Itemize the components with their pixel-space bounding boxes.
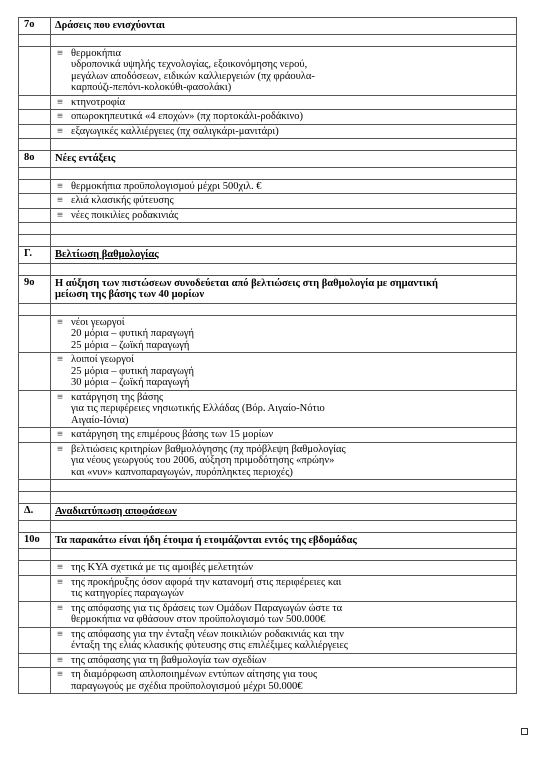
bullet-icon: ≡ [57, 47, 63, 59]
row-number [19, 628, 51, 653]
bullet-icon: ≡ [57, 391, 63, 403]
row-number: 8ο [19, 151, 51, 167]
row-content [51, 549, 516, 560]
row-number [19, 391, 51, 428]
table-row [19, 139, 516, 151]
table-row [19, 628, 516, 654]
section-heading: Βελτίωση βαθμολογίας [55, 249, 159, 260]
row-content [51, 316, 516, 353]
table-row [19, 561, 516, 576]
bullet-text: βελτιώσεις κριτηρίων βαθμολόγησης (πχ πρόβλεψη βαθμολογίας [71, 443, 346, 455]
section-heading: Νέες εντάξεις [55, 153, 116, 164]
table-row [19, 391, 516, 429]
bullet-text: θερμοκήπια προϋπολογισμού μέχρι 500χιλ. € [71, 180, 262, 192]
row-number: Δ. [19, 504, 51, 520]
bullet-text: τη διαμόρφωση απλοποιημένων εντύπων αίτησης για τους [71, 669, 318, 680]
section-heading-line: μείωση της βάσης των 40 μορίων [55, 289, 205, 300]
row-number: Γ. [19, 247, 51, 263]
row-content [51, 533, 516, 549]
bullet-text: της απόφασης για τη βαθμολογία των σχεδίων [71, 654, 267, 666]
table-row [19, 443, 516, 481]
bullet-text: Αιγαίο-Ιόνια) [71, 414, 129, 426]
table-row [19, 125, 516, 140]
row-content [51, 18, 516, 34]
bullet-icon: ≡ [57, 654, 63, 666]
bullet-icon: ≡ [57, 180, 63, 192]
bullet-text: 20 μόρια – φυτική παραγωγή [71, 328, 195, 339]
row-number [19, 139, 51, 150]
section-heading: Δράσεις που ενισχύονται [55, 20, 165, 31]
table-row [19, 151, 516, 168]
table-row [19, 47, 516, 96]
row-content [51, 47, 516, 95]
section-heading: Αναδιατύπωση αποφάσεων [55, 506, 177, 517]
row-content [51, 654, 516, 668]
bullet-text: 30 μόρια – ζωϊκή παραγωγή [71, 377, 190, 388]
row-number [19, 47, 51, 95]
bullet-text: για νέους γεωργούς του 2006, αύξηση πριμοδότησης «πρώην» [71, 455, 335, 466]
bullet-icon: ≡ [57, 111, 63, 122]
table-row [19, 549, 516, 561]
bullet-icon: ≡ [57, 209, 63, 221]
table-row [19, 276, 516, 304]
row-content [51, 443, 516, 480]
table-row [19, 668, 516, 694]
row-number [19, 110, 51, 124]
bullet-text: εξαγωγικές καλλιέργειες (πχ σαλιγκάρι-μανιτάρι) [71, 125, 279, 137]
table-row [19, 492, 516, 504]
bullet-text: 25 μόρια – φυτική παραγωγή [71, 365, 195, 377]
document-table [18, 17, 517, 694]
row-content [51, 235, 516, 246]
resize-handle [521, 728, 528, 735]
row-content [51, 602, 516, 627]
row-number: 10ο [19, 533, 51, 549]
row-number [19, 235, 51, 246]
bullet-icon: ≡ [57, 602, 63, 614]
bullet-icon: ≡ [57, 669, 63, 680]
table-row [19, 304, 516, 316]
row-content [51, 576, 516, 601]
row-number [19, 654, 51, 668]
bullet-text: για τις περιφέρειες νησιωτικής Ελλάδας (Βόρ. Αιγαίο-Νότιο [71, 403, 325, 414]
bullet-text: τις κατηγορίες παραγωγών [71, 588, 184, 599]
table-row [19, 223, 516, 235]
bullet-text: νέες ποικιλίες ροδακινιάς [71, 209, 179, 221]
table-row [19, 480, 516, 492]
row-number [19, 304, 51, 315]
bullet-text: λοιποί γεωργοί [71, 354, 134, 365]
row-content [51, 151, 516, 167]
table-row [19, 654, 516, 669]
table-row [19, 316, 516, 354]
row-number [19, 180, 51, 194]
bullet-text: οπωροκηπευτικά «4 εποχών» (πχ πορτοκάλι-ροδάκινο) [71, 111, 303, 122]
bullet-text: ένταξη της ελιάς κλασικής φύτευσης στις επιλέξιμες καλλιέργειες [71, 640, 348, 651]
table-row [19, 168, 516, 180]
row-content [51, 492, 516, 503]
table-row [19, 353, 516, 391]
bullet-text: της ΚΥΑ σχετικά με τις αμοιβές μελετητών [71, 562, 254, 573]
bullet-text: υδροπονικά υψηλής τεχνολογίας, εξοικονόμησης νερού, [71, 59, 308, 70]
table-row [19, 533, 516, 550]
row-content [51, 561, 516, 575]
bullet-text: κτηνοτροφία [71, 96, 126, 108]
bullet-icon: ≡ [57, 429, 63, 440]
row-content [51, 194, 516, 208]
row-number [19, 209, 51, 223]
row-content [51, 264, 516, 275]
row-number [19, 668, 51, 693]
row-content [51, 428, 516, 442]
bullet-icon: ≡ [57, 354, 63, 365]
row-content [51, 276, 516, 303]
table-row [19, 96, 516, 111]
bullet-icon: ≡ [57, 316, 63, 328]
row-number [19, 125, 51, 139]
table-row [19, 247, 516, 264]
row-number [19, 576, 51, 601]
table-row [19, 235, 516, 247]
table-row [19, 602, 516, 628]
bullet-icon: ≡ [57, 125, 63, 137]
bullet-text: θερμοκήπια να φθάσουν στον προϋπολογισμό των 500.000€ [71, 614, 326, 625]
row-number [19, 168, 51, 179]
row-content [51, 391, 516, 428]
row-content [51, 96, 516, 110]
section-heading-line: Η αύξηση των πιστώσεων συνοδεύεται από βελτιώσεις στη βαθμολογία με σημαντική [55, 277, 438, 289]
row-number [19, 492, 51, 503]
row-number [19, 428, 51, 442]
row-content [51, 521, 516, 532]
row-number: 7ο [19, 18, 51, 34]
row-number [19, 35, 51, 46]
bullet-icon: ≡ [57, 195, 63, 206]
row-number [19, 602, 51, 627]
row-content [51, 125, 516, 139]
row-number [19, 443, 51, 480]
row-content [51, 168, 516, 179]
bullet-text: μεγάλων αποδόσεων, ειδικών καλλιεργειών (πχ φράουλα- [71, 70, 315, 82]
bullet-text: ελιά κλασικής φύτευσης [71, 195, 174, 206]
row-number [19, 353, 51, 390]
section-heading: Τα παρακάτω είναι ήδη έτοιμα ή ετοιμάζονται εντός της εβδομάδας [55, 534, 357, 546]
row-number [19, 223, 51, 234]
bullet-text: κατάργηση της βάσης [71, 391, 164, 403]
table-row [19, 504, 516, 521]
row-content [51, 628, 516, 653]
row-content [51, 353, 516, 390]
table-row [19, 209, 516, 224]
bullet-icon: ≡ [57, 443, 63, 455]
table-row [19, 35, 516, 47]
bullet-text: της απόφασης για την ένταξη νέων ποικιλιών ροδακινιάς και την [71, 628, 344, 640]
table-row [19, 576, 516, 602]
table-row [19, 521, 516, 533]
table-row [19, 194, 516, 209]
row-number [19, 96, 51, 110]
bullet-text: θερμοκήπια [71, 47, 121, 59]
bullet-text: και «νυν» καπνοπαραγωγών, πυρόπληκτες περιοχές) [71, 466, 293, 478]
row-content [51, 480, 516, 491]
bullet-text: της απόφασης για τις δράσεις των Ομάδων Παραγωγών ώστε τα [71, 602, 343, 614]
row-content [51, 504, 516, 520]
bullet-text: παραγωγούς με σχέδια προϋπολογισμού μέχρι 50.000€ [71, 680, 303, 692]
bullet-icon: ≡ [57, 562, 63, 573]
bullet-icon: ≡ [57, 576, 63, 588]
bullet-icon: ≡ [57, 628, 63, 640]
row-content [51, 110, 516, 124]
row-number [19, 521, 51, 532]
bullet-icon: ≡ [57, 96, 63, 108]
bullet-text: της προκήρυξης όσον αφορά την κατανομή στις περιφέρειες και [71, 576, 342, 588]
table-row [19, 18, 516, 35]
row-number [19, 561, 51, 575]
row-number [19, 316, 51, 353]
row-number [19, 549, 51, 560]
bullet-text: κατάργηση της επιμέρους βάσης των 15 μορίων [71, 429, 274, 440]
row-content [51, 139, 516, 150]
row-content [51, 247, 516, 263]
row-number [19, 264, 51, 275]
row-number [19, 480, 51, 491]
table-row [19, 180, 516, 195]
bullet-text: καρπούζι-πεπόνι-κολοκύθι-φασολάκι) [71, 82, 232, 93]
bullet-text: 25 μόρια – ζωϊκή παραγωγή [71, 339, 190, 351]
table-row [19, 428, 516, 443]
row-content [51, 209, 516, 223]
row-number: 9ο [19, 276, 51, 303]
row-content [51, 304, 516, 315]
table-row [19, 110, 516, 125]
row-content [51, 180, 516, 194]
bullet-text: νέοι γεωργοί [71, 316, 125, 328]
row-content [51, 35, 516, 46]
row-content [51, 223, 516, 234]
row-number [19, 194, 51, 208]
table-row [19, 264, 516, 276]
row-content [51, 668, 516, 693]
